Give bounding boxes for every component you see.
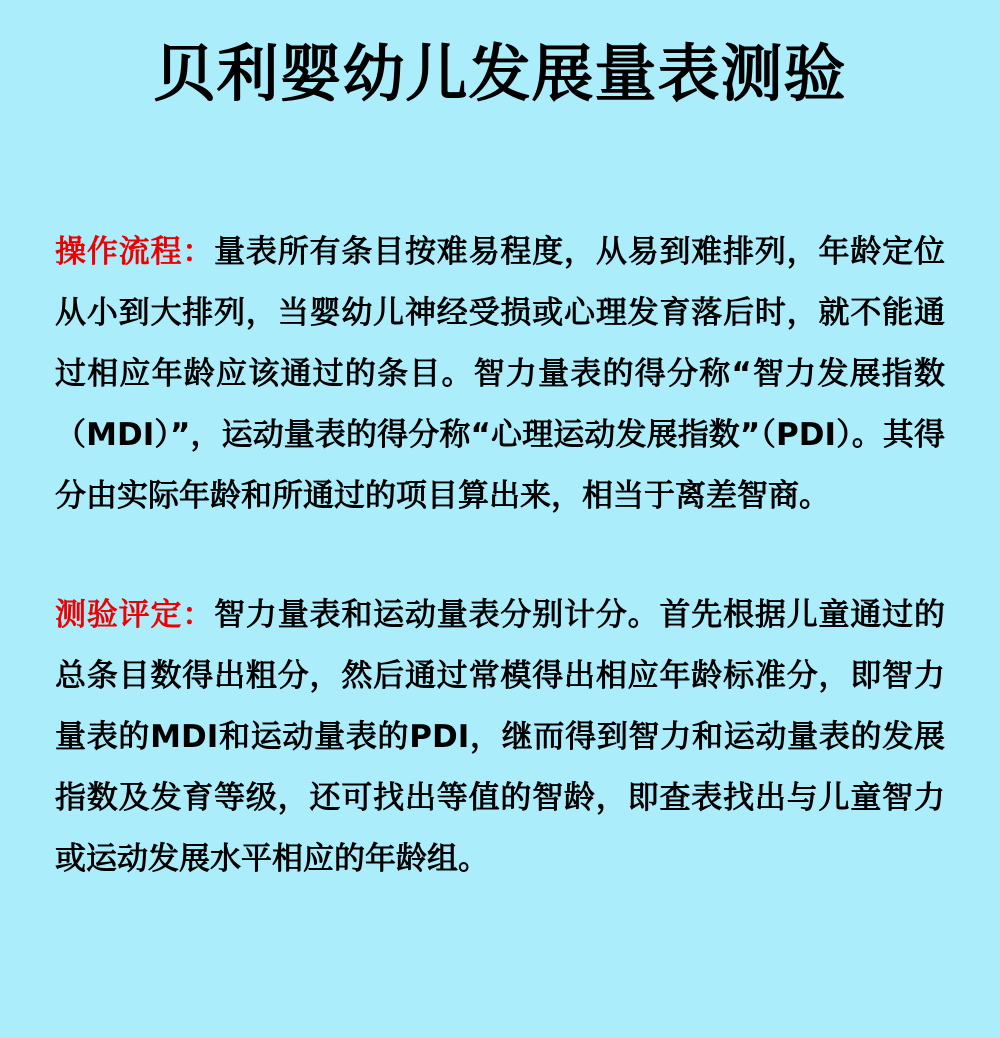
section-test-evaluation-body: 智力量表和运动量表分别计分。首先根据儿童通过的总条目数得出粗分，然后通过常模得出相应年龄标准分，即智力量表的MDI和运动量表的PDI，继而得到智力和运动量表的发展指数及发育等级，还可找出等值的智龄，即查表找出与儿童智力或运动发展水平相应的年龄组。 xyxy=(55,597,946,877)
section-operation-flow xyxy=(0,222,1000,527)
page-title: 贝利婴幼儿发展量表测验 xyxy=(153,37,847,110)
poster-page xyxy=(0,38,1000,1038)
section-test-evaluation-label: 测验评定： xyxy=(55,597,215,633)
section-operation-flow-body: 量表所有条目按难易程度，从易到难排列，年龄定位从小到大排列，当婴幼儿神经受损或心理发育落后时，就不能通过相应年龄应该通过的条目。智力量表的得分称“智力发展指数（MDI）”，运动量表的得分称“心理运动发展指数”（PDI）。其得分由实际年龄和所通过的项目算出来，相当于离差智商。 xyxy=(55,234,946,514)
section-operation-flow-label: 操作流程： xyxy=(55,234,215,270)
section-test-evaluation xyxy=(0,585,1000,890)
